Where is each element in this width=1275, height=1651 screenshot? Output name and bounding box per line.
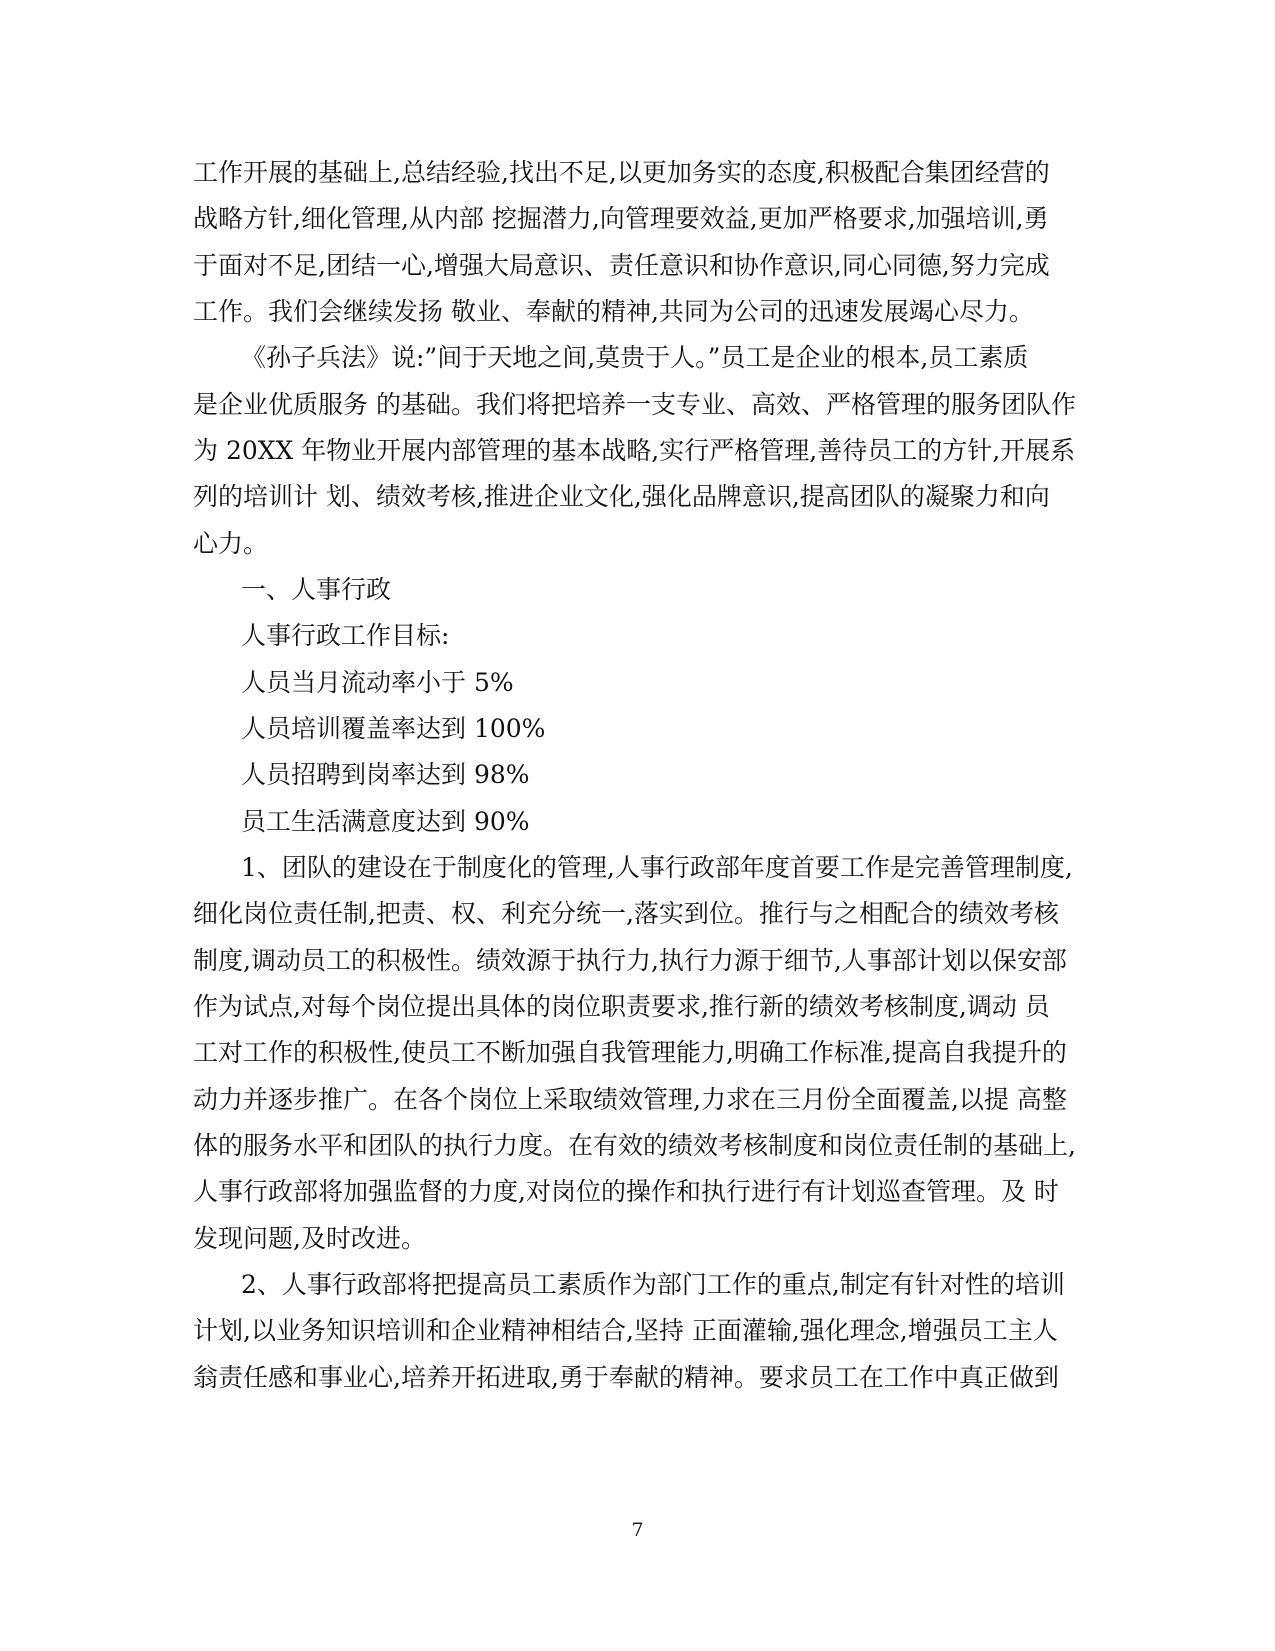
goal-item: 人员培训覆盖率达到 100% <box>241 714 546 743</box>
text-line: 体的服务水平和团队的执行力度。在有效的绩效考核制度和岗位责任制的基础上, <box>193 1131 1076 1160</box>
text-line: 人事行政部将加强监督的力度,对岗位的操作和执行进行有计划巡查管理。及 时 <box>193 1177 1059 1206</box>
text-line: 战略方针,细化管理,从内部 挖掘潜力,向管理要效益,更加严格要求,加强培训,勇 <box>193 204 1049 233</box>
text-line: 动力并逐步推广。在各个岗位上采取绩效管理,力求在三月份全面覆盖,以提 高整 <box>193 1085 1067 1114</box>
text-line: 制度,调动员工的积极性。绩效源于执行力,执行力源于细节,人事部计划以保安部 <box>193 946 1067 975</box>
goals-heading: 人事行政工作目标: <box>241 621 450 650</box>
paragraph-start-line: 2、人事行政部将把提高员工素质作为部门工作的重点,制定有针对性的培训 <box>241 1270 1065 1299</box>
paragraph-start-line: 1、团队的建设在于制度化的管理,人事行政部年度首要工作是完善管理制度, <box>241 853 1073 882</box>
text-line: 于面对不足,团结一心,增强大局意识、责任意识和协作意识,同心同德,努力完成 <box>193 251 1050 280</box>
text-line: 发现问题,及时改进。 <box>193 1224 426 1253</box>
text-line: 细化岗位责任制,把责、权、利充分统一,落实到位。推行与之相配合的绩效考核 <box>193 899 1059 928</box>
text-line: 工作开展的基础上,总结经验,找出不足,以更加务实的态度,积极配合集团经营的 <box>193 158 1050 187</box>
goal-item: 人员招聘到岗率达到 98% <box>241 760 530 789</box>
text-line: 是企业优质服务 的基础。我们将把培养一支专业、高效、严格管理的服务团队作 <box>193 390 1076 419</box>
text-line: 心力。 <box>193 529 269 558</box>
text-line: 翁责任感和事业心,培养开拓进取,勇于奉献的精神。要求员工在工作中真正做到 <box>193 1363 1059 1392</box>
page-number: 7 <box>631 1519 644 1541</box>
text-line: 作为试点,对每个岗位提出具体的岗位职责要求,推行新的绩效考核制度,调动 员 <box>193 992 1050 1021</box>
text-line: 工对工作的积极性,使员工不断加强自我管理能力,明确工作标准,提高自我提升的 <box>193 1038 1067 1067</box>
goal-item: 人员当月流动率小于 5% <box>241 668 514 697</box>
text-line: 计划,以业务知识培训和企业精神相结合,坚持 正面灌输,强化理念,增强员工主人 <box>193 1316 1058 1345</box>
goal-item: 员工生活满意度达到 90% <box>241 807 530 836</box>
text-line: 为 20XX 年物业开展内部管理的基本战略,实行严格管理,善待员工的方针,开展系 <box>193 436 1076 465</box>
text-line: 列的培训计 划、绩效考核,推进企业文化,强化品牌意识,提高团队的凝聚力和向 <box>193 482 1050 511</box>
paragraph-start-line: 《孙子兵法》说:”间于天地之间,莫贵于人。”员工是企业的根本,员工素质 <box>241 343 1029 372</box>
text-line: 工作。我们会继续发扬 敬业、奉献的精神,共同为公司的迅速发展竭心尽力。 <box>193 297 1034 326</box>
section-heading: 一、人事行政 <box>241 575 392 604</box>
